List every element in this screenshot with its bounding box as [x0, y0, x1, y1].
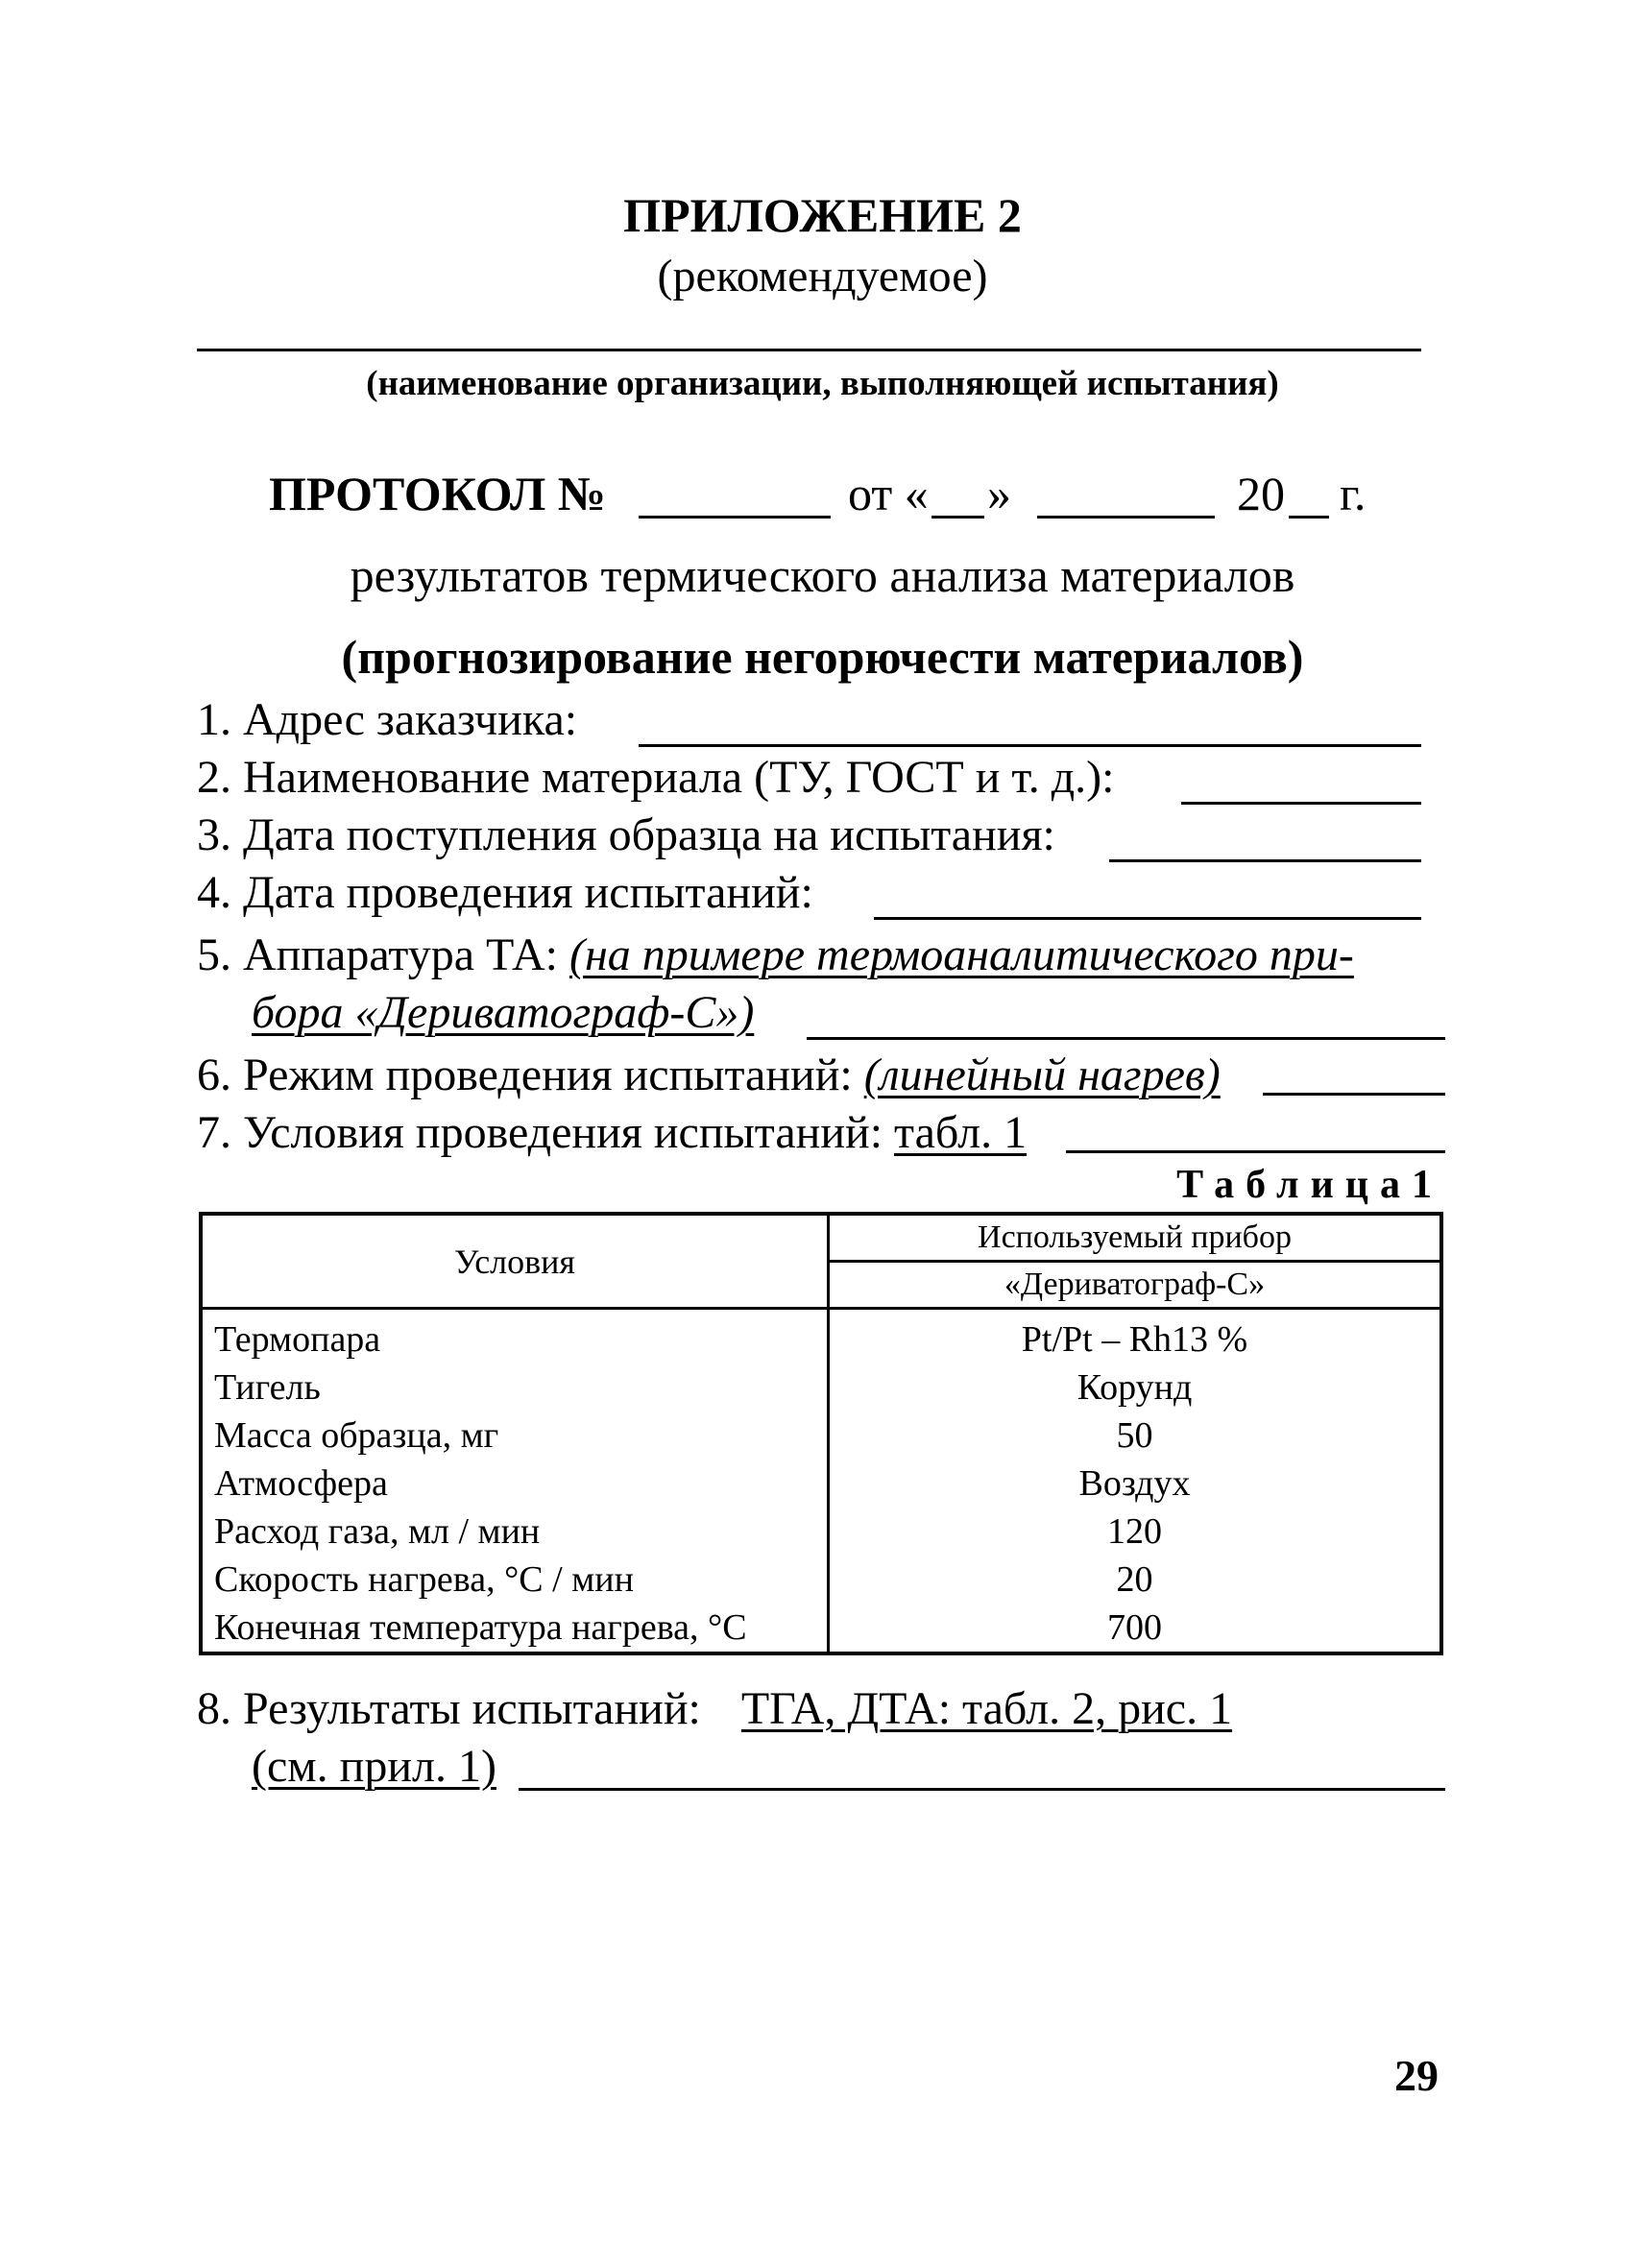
header-conditions: Условия: [201, 1214, 829, 1309]
table-row: [201, 1363, 1441, 1411]
row-value: 20: [829, 1556, 1442, 1604]
protocol-number-blank: [639, 516, 831, 519]
protocol-date-from: от «: [848, 467, 929, 520]
ta-apparatus-label: 5. Аппаратура ТА:: [197, 929, 558, 980]
row-param: Конечная температура нагрева, °С: [214, 1607, 747, 1648]
row-param: Тигель: [214, 1367, 321, 1408]
table-row: [201, 1411, 1441, 1460]
page-number: 29: [1394, 2051, 1439, 2100]
item-test-conditions: [197, 1104, 1027, 1162]
header-device: Используемый прибор: [829, 1214, 1442, 1262]
results-title: результатов термического анализа материалов: [350, 548, 1295, 602]
table-caption: Таблица1: [1176, 1163, 1443, 1207]
item-customer-address: 1. Адрес заказчика:: [197, 694, 578, 745]
test-conditions-label: 7. Условия проведения испытаний:: [197, 1107, 883, 1158]
header-device-name: «Дериватограф-С»: [829, 1262, 1442, 1309]
material-name-line: [1181, 802, 1421, 805]
protocol-day-blank: [931, 516, 984, 519]
item-receipt-date: 3. Дата поступления образца на испытания:: [197, 809, 1055, 860]
protocol-year-suffix: г.: [1340, 467, 1367, 520]
row-param: Термопара: [214, 1319, 381, 1360]
table-header-row: [201, 1214, 1441, 1262]
protocol-month-blank: [1037, 516, 1215, 519]
table-row: [201, 1556, 1441, 1604]
row-value: 50: [829, 1411, 1442, 1460]
test-results-value-cont: (см. прил. 1): [252, 1741, 496, 1792]
test-results-line: [519, 1788, 1445, 1791]
test-mode-value: (линейный нагрев): [863, 1050, 1221, 1100]
ta-apparatus-value: (на примере термоаналитического при-: [568, 929, 1354, 980]
table-row: [201, 1508, 1441, 1556]
test-results-value: ТГА, ДТА: табл. 2, рис. 1: [740, 1683, 1233, 1734]
appendix-title: ПРИЛОЖЕНИЕ 2: [623, 188, 1022, 242]
test-conditions-value: табл. 1: [894, 1107, 1028, 1158]
protocol-year-blank: [1289, 516, 1329, 519]
row-value: 700: [829, 1604, 1442, 1653]
item-test-mode: [197, 1047, 1221, 1104]
row-value: Pt/Pt – Rh13 %: [829, 1309, 1442, 1364]
test-mode-label: 6. Режим проведения испытаний:: [197, 1050, 853, 1100]
item-ta-apparatus: [197, 927, 1354, 984]
protocol-year-prefix: 20: [1237, 467, 1285, 520]
table-row: [201, 1460, 1441, 1508]
organization-name-line: [197, 349, 1421, 351]
row-param: Скорость нагрева, °С / мин: [214, 1559, 634, 1600]
item-test-date: 4. Дата проведения испытаний:: [197, 867, 813, 918]
item-material-name: 2. Наименование материала (ТУ, ГОСТ и т. д.):: [197, 752, 1115, 803]
row-param: Атмосфера: [214, 1463, 388, 1504]
protocol-close-quote: »: [987, 467, 1011, 520]
test-conditions-line: [1066, 1150, 1445, 1153]
table-row: [201, 1604, 1441, 1653]
protocol-word: ПРОТОКОЛ №: [269, 467, 607, 520]
ta-apparatus-value-cont: бора «Дериватограф-С»): [252, 987, 755, 1038]
test-results-label: 8. Результаты испытаний:: [197, 1683, 701, 1734]
ta-apparatus-line: [807, 1037, 1445, 1040]
table-row: [201, 1309, 1441, 1364]
organization-caption: (наименование организации, выполняющей испытания): [366, 364, 1279, 403]
test-date-line: [874, 917, 1421, 920]
customer-address-line: [639, 744, 1421, 747]
test-conditions-table: [199, 1212, 1443, 1655]
row-value: Воздух: [829, 1460, 1442, 1508]
forecast-title: (прогнозирование негорючести материалов): [341, 630, 1304, 684]
row-param: Масса образца, мг: [214, 1415, 499, 1456]
row-value: 120: [829, 1508, 1442, 1556]
row-value: Корунд: [829, 1363, 1442, 1411]
row-param: Расход газа, мл / мин: [214, 1511, 541, 1552]
item-test-results: [197, 1680, 1232, 1738]
protocol-heading: [269, 466, 1383, 533]
receipt-date-line: [1109, 859, 1421, 862]
test-mode-line: [1263, 1093, 1445, 1096]
appendix-subtitle: (рекомендуемое): [657, 251, 988, 302]
